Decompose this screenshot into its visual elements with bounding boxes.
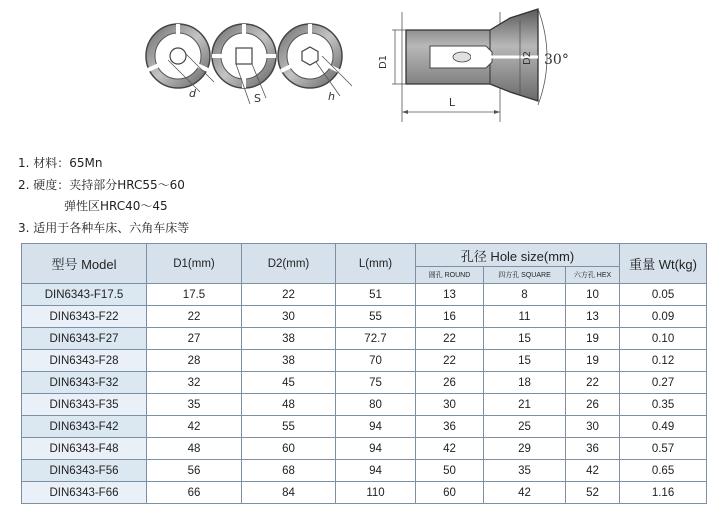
table-row (22, 438, 707, 460)
col-header-weight: 重量 Wt(kg) (620, 244, 707, 284)
cell-d1: 42 (147, 416, 242, 438)
cell-hex: 30 (566, 416, 620, 438)
cell-model: DIN6343-F42 (22, 416, 147, 438)
cell-round: 30 (416, 394, 484, 416)
cell-round: 22 (416, 350, 484, 372)
cell-square: 18 (484, 372, 566, 394)
dim-label-angle: 30° (544, 52, 569, 68)
cell-hex: 26 (566, 394, 620, 416)
table-row (22, 394, 707, 416)
table-row (22, 328, 707, 350)
cell-d2: 22 (242, 284, 336, 306)
cell-l: 94 (336, 438, 416, 460)
cell-hex: 19 (566, 328, 620, 350)
cell-square: 42 (484, 482, 566, 504)
cell-weight: 0.10 (620, 328, 707, 350)
table-row (22, 416, 707, 438)
cell-model: DIN6343-F48 (22, 438, 147, 460)
cell-l: 70 (336, 350, 416, 372)
cell-model: DIN6343-F56 (22, 460, 147, 482)
cell-d2: 84 (242, 482, 336, 504)
cell-d1: 48 (147, 438, 242, 460)
cell-hex: 10 (566, 284, 620, 306)
cell-l: 94 (336, 460, 416, 482)
cell-square: 15 (484, 328, 566, 350)
round-hole-end-view (146, 24, 214, 100)
cell-model: DIN6343-F27 (22, 328, 147, 350)
col-header-d1: D1(mm) (147, 244, 242, 284)
cell-hex: 36 (566, 438, 620, 460)
col-header-square: 四方孔 SQUARE (484, 267, 566, 284)
cell-round: 16 (416, 306, 484, 328)
cell-hex: 22 (566, 372, 620, 394)
cell-d1: 32 (147, 372, 242, 394)
dim-label-l: L (448, 96, 456, 109)
cell-l: 55 (336, 306, 416, 328)
note-usage: 3. 适用于各种车床、六角车床等 (18, 220, 190, 235)
cell-d2: 48 (242, 394, 336, 416)
table-row (22, 306, 707, 328)
collet-drawing (0, 0, 721, 150)
spec-notes (18, 153, 189, 239)
col-header-model: 型号 Model (22, 244, 147, 284)
spec-table-body (22, 284, 707, 504)
table-row (22, 284, 707, 306)
cell-weight: 0.35 (620, 394, 707, 416)
cell-square: 15 (484, 350, 566, 372)
cell-round: 13 (416, 284, 484, 306)
dim-label-d: d (189, 87, 196, 100)
table-row (22, 482, 707, 504)
cell-l: 51 (336, 284, 416, 306)
cell-round: 42 (416, 438, 484, 460)
cell-model: DIN6343-F17.5 (22, 284, 147, 306)
table-row (22, 372, 707, 394)
cell-model: DIN6343-F32 (22, 372, 147, 394)
cell-square: 21 (484, 394, 566, 416)
cell-hex: 52 (566, 482, 620, 504)
cell-round: 22 (416, 328, 484, 350)
dim-label-s: S (254, 92, 261, 105)
cell-hex: 42 (566, 460, 620, 482)
cell-square: 8 (484, 284, 566, 306)
cell-d1: 17.5 (147, 284, 242, 306)
cell-weight: 1.16 (620, 482, 707, 504)
col-header-round: 圆孔 ROUND (416, 267, 484, 284)
cell-weight: 0.05 (620, 284, 707, 306)
cell-d2: 30 (242, 306, 336, 328)
col-header-hex: 六方孔 HEX (566, 267, 620, 284)
cell-square: 29 (484, 438, 566, 460)
spec-table (21, 243, 707, 504)
cell-round: 36 (416, 416, 484, 438)
cell-square: 35 (484, 460, 566, 482)
cell-model: DIN6343-F66 (22, 482, 147, 504)
cell-square: 11 (484, 306, 566, 328)
hex-hole-end-view (278, 24, 352, 103)
cell-hex: 13 (566, 306, 620, 328)
cell-weight: 0.12 (620, 350, 707, 372)
dim-label-h: h (328, 90, 335, 103)
cell-d2: 55 (242, 416, 336, 438)
cell-l: 72.7 (336, 328, 416, 350)
cell-d2: 38 (242, 328, 336, 350)
cell-d2: 60 (242, 438, 336, 460)
cell-d1: 22 (147, 306, 242, 328)
cell-d1: 66 (147, 482, 242, 504)
cell-weight: 0.65 (620, 460, 707, 482)
col-header-l: L(mm) (336, 244, 416, 284)
cell-model: DIN6343-F22 (22, 306, 147, 328)
dim-label-d1: D1 (378, 54, 389, 70)
cell-hex: 19 (566, 350, 620, 372)
cell-l: 110 (336, 482, 416, 504)
cell-d1: 27 (147, 328, 242, 350)
cell-round: 26 (416, 372, 484, 394)
cell-d1: 56 (147, 460, 242, 482)
dim-label-d2: D2 (522, 50, 533, 66)
cell-weight: 0.27 (620, 372, 707, 394)
cell-d2: 68 (242, 460, 336, 482)
cell-model: DIN6343-F35 (22, 394, 147, 416)
cell-square: 25 (484, 416, 566, 438)
table-row (22, 460, 707, 482)
cell-l: 80 (336, 394, 416, 416)
note-hardness-elastic: 弹性区HRC40～45 (64, 199, 168, 213)
col-header-d2: D2(mm) (242, 244, 336, 284)
cell-round: 50 (416, 460, 484, 482)
note-hardness: 2. 硬度：夹持部分HRC55～60 (18, 177, 185, 192)
cell-weight: 0.09 (620, 306, 707, 328)
cell-round: 60 (416, 482, 484, 504)
cell-d1: 28 (147, 350, 242, 372)
cell-d2: 45 (242, 372, 336, 394)
cell-l: 94 (336, 416, 416, 438)
note-material: 1. 材料：65Mn (18, 156, 103, 170)
cell-weight: 0.57 (620, 438, 707, 460)
cell-d2: 38 (242, 350, 336, 372)
cell-d1: 35 (147, 394, 242, 416)
col-header-hole-size: 孔径 Hole size(mm) (416, 244, 620, 267)
square-hole-end-view (212, 24, 276, 105)
collet-side-view (378, 9, 569, 122)
table-row (22, 350, 707, 372)
cell-weight: 0.49 (620, 416, 707, 438)
cell-model: DIN6343-F28 (22, 350, 147, 372)
cell-l: 75 (336, 372, 416, 394)
